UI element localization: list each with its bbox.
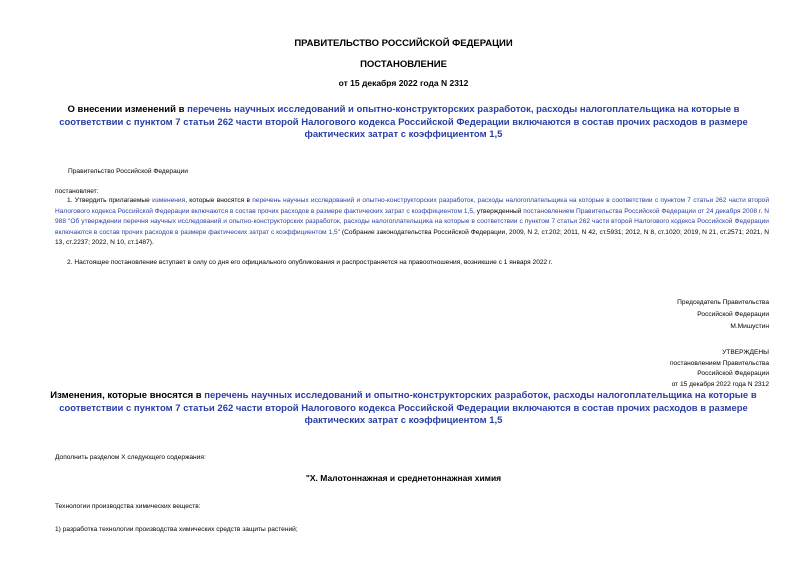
org-heading: ПРАВИТЕЛЬСТВО РОССИЙСКОЙ ФЕДЕРАЦИИ	[294, 38, 513, 49]
signature-block	[677, 297, 769, 332]
signature-name: М.Мишустин	[730, 322, 769, 330]
section-x-title: "X. Малотоннажная и среднетоннажная химия	[305, 473, 502, 483]
date-number: от 15 декабря 2022 года N 2312	[338, 78, 469, 88]
title-link[interactable]: перечень научных исследований и опытно-конструкторских разработок, расходы налогоплательщика на которые в соответствии с пунктом 7 статьи 262 части второй Налогового кодекса Российской Федерации включаются в состав прочих расходов в размере фактических затрат с коэффициентом 1,5	[59, 104, 748, 140]
resolution-988-link[interactable]: постановлением Правительства Российской Федерации от 24 декабря 2008 г. N 988 "Об утверждении перечня научных исследований и опытно-конструкторских разработок, расходы налогоплательщика на которые в соответствии с пунктом 7 статьи 262 части второй Налогового кодекса Российской Федерации включаются в состав прочих расходов в размере фактических затрат с коэффициентом 1,5"	[55, 207, 769, 236]
document-title	[50, 104, 757, 142]
paragraph-2: 2. Настоящее постановление вступает в силу со дня его официального опубликования и распространяется на правоотношения, возникшие с 1 января 2022 г.	[67, 259, 553, 266]
list-link[interactable]: перечень научных исследований и опытно-конструкторских разработок, расходы налогоплательщика на которые в соответствии с пунктом 7 статьи 262 части второй Налогового кодекса Российской Федерации включаются в состав прочих расходов в размере фактических затрат с коэффициентом 1,5	[55, 197, 770, 215]
changes-link[interactable]: изменения	[152, 197, 186, 204]
signature-position: Председатель Правительства	[677, 299, 769, 306]
doc-type-heading: ПОСТАНОВЛЕНИЕ	[360, 59, 447, 70]
approved-label: УТВЕРЖДЕНЫ	[722, 349, 769, 356]
changes-title-prefix: Изменения, которые вносятся в	[50, 390, 205, 401]
changes-intro: Дополнить разделом X следующего содержания:	[55, 454, 206, 461]
list-item-1: 1) разработка технологии производства химических средств защиты растений;	[55, 526, 298, 533]
paragraph-1: 1. Утвердить прилагаемые изменения, которые вносятся в перечень научных исследований и опытно-конструкторских разработок, расходы налогоплательщика на которые в соответствии с пунктом 7 статьи 262 части второй Налогового кодекса Российской Федерации включаются в состав прочих расходов в размере фактических затрат с коэффициентом 1,5, утвержденный постановлением Правительства Российской Федерации от 24 декабря 2008 г. N 988 "Об утверждении перечня научных исследований и опытно-конструкторских разработок, расходы налогоплательщика на которые в соответствии с пунктом 7 статьи 262 части второй Налогового кодекса Российской Федерации включаются в состав прочих расходов в размере фактических затрат с коэффициентом 1,5" (Собрание законодательства Российской Федерации, 2009, N 2, ст.202; 2011, N 42, ст.5931; 2012, N 8, ст.1020; 2019, N 21, ст.2571; 2021, N 13, ст.2237; 2022, N 10, ст.1487).	[55, 197, 770, 246]
resolves-label: постановляет:	[55, 188, 99, 195]
approval-block: УТВЕРЖДЕНЫ постановлением Правительства Российской Федерации от 15 декабря 2022 года N 2312	[669, 349, 769, 388]
government-label: Правительство Российской Федерации	[68, 168, 188, 175]
signature-country: Российской Федерации	[697, 310, 769, 318]
title-prefix: О внесении изменений в	[67, 104, 188, 115]
changes-title	[32, 390, 775, 428]
tech-heading: Технологии производства химических веществ:	[55, 503, 201, 510]
changes-title-link[interactable]: перечень научных исследований и опытно-конструкторских разработок, расходы налогоплательщика на которые в соответствии с пунктом 7 статьи 262 части второй Налогового кодекса Российской Федерации включаются в состав прочих расходов в размере фактических затрат с коэффициентом 1,5	[59, 390, 757, 426]
